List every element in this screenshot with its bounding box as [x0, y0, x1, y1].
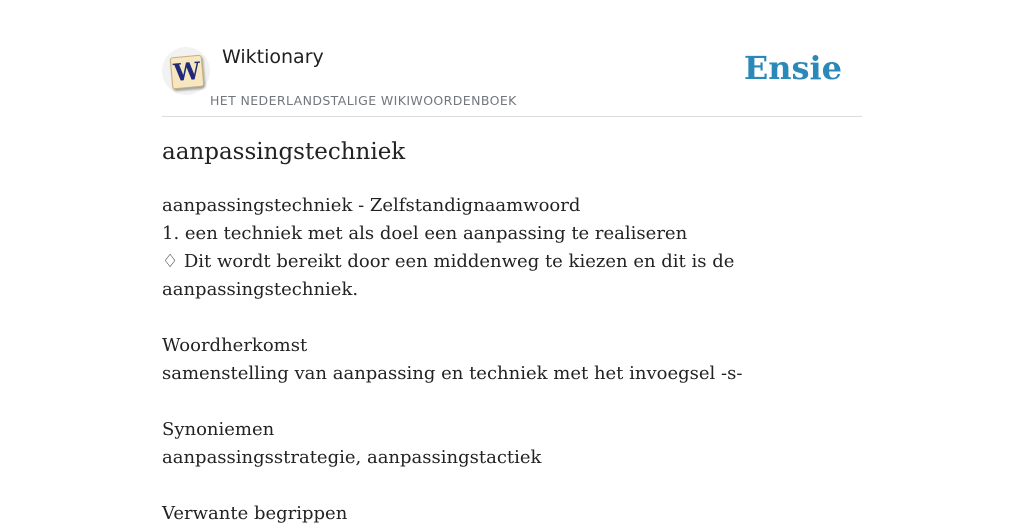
wiktionary-logo[interactable]: [162, 47, 210, 95]
example-sentence: ♢ Dit wordt bereikt door een middenweg te kiezen en dit is de aanpassingstechniek.: [162, 251, 735, 300]
ensie-logo[interactable]: Ensie: [743, 49, 842, 87]
entry-content: [162, 192, 802, 528]
definition-heading: aanpassingstechniek - Zelfstandignaamwoord: [162, 195, 581, 216]
spacer: [162, 304, 802, 332]
synonyms-text: aanpassingsstrategie, aanpassingstactiek: [162, 447, 542, 468]
page-title: aanpassingstechniek: [162, 139, 406, 165]
site-tagline: HET NEDERLANDSTALIGE WIKIWOORDENBOEK: [210, 93, 517, 108]
etymology-heading: Woordherkomst: [162, 335, 308, 356]
synonyms-heading: Synoniemen: [162, 419, 275, 440]
site-header: [162, 0, 862, 117]
etymology-text: samenstelling van aanpassing en techniek met het invoegsel -s-: [162, 363, 743, 384]
page: [162, 0, 862, 524]
site-name[interactable]: Wiktionary: [222, 46, 324, 68]
spacer: [162, 472, 802, 500]
definition-item: 1. een techniek met als doel een aanpassing te realiseren: [162, 223, 688, 244]
wiktionary-logo-icon: W: [170, 55, 205, 90]
related-heading: Verwante begrippen: [162, 503, 348, 524]
spacer: [162, 388, 802, 416]
